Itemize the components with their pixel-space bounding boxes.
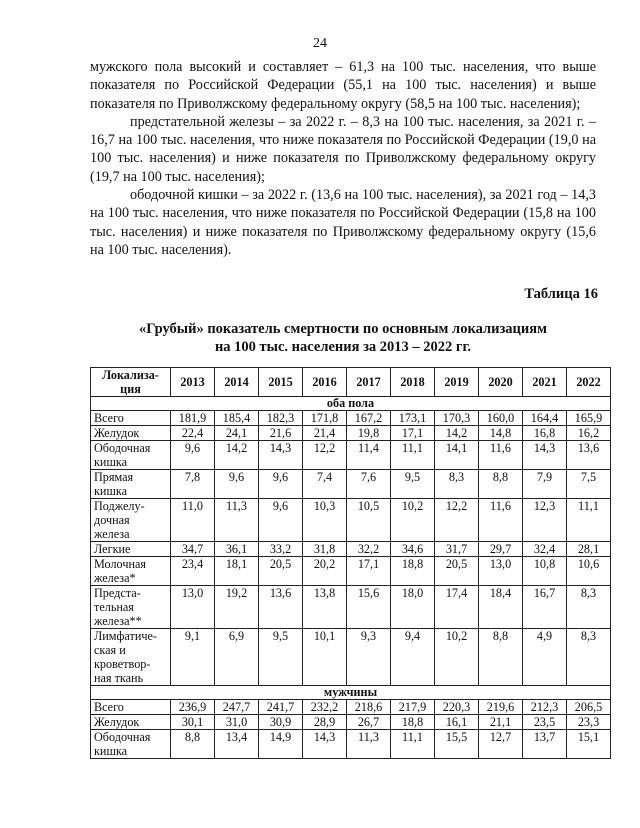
value-cell: 16,8	[523, 426, 567, 441]
localization-cell: Всего	[91, 700, 171, 715]
value-cell: 160,0	[479, 411, 523, 426]
value-cell: 21,1	[479, 715, 523, 730]
value-cell: 10,3	[303, 499, 347, 542]
header-year: 2018	[391, 368, 435, 397]
table-title	[90, 320, 596, 356]
value-cell: 21,4	[303, 426, 347, 441]
localization-cell: Молочная железа*	[91, 557, 171, 586]
value-cell: 170,3	[435, 411, 479, 426]
table-row	[91, 441, 611, 470]
localization-cell: Желудок	[91, 715, 171, 730]
value-cell: 32,2	[347, 542, 391, 557]
value-cell: 13,6	[259, 586, 303, 629]
value-cell: 9,6	[215, 470, 259, 499]
value-cell: 17,4	[435, 586, 479, 629]
value-cell: 13,6	[567, 441, 611, 470]
value-cell: 14,2	[215, 441, 259, 470]
value-cell: 8,3	[567, 629, 611, 686]
table-label: Таблица 16	[524, 286, 598, 302]
value-cell: 14,3	[303, 730, 347, 759]
value-cell: 247,7	[215, 700, 259, 715]
value-cell: 9,1	[171, 629, 215, 686]
value-cell: 8,3	[567, 586, 611, 629]
value-cell: 212,3	[523, 700, 567, 715]
value-cell: 165,9	[567, 411, 611, 426]
value-cell: 12,7	[479, 730, 523, 759]
value-cell: 22,4	[171, 426, 215, 441]
value-cell: 206,5	[567, 700, 611, 715]
table-row	[91, 470, 611, 499]
value-cell: 17,1	[391, 426, 435, 441]
value-cell: 6,9	[215, 629, 259, 686]
value-cell: 232,2	[303, 700, 347, 715]
value-cell: 18,8	[391, 715, 435, 730]
value-cell: 9,5	[259, 629, 303, 686]
value-cell: 20,5	[435, 557, 479, 586]
paragraph: мужского пола высокий и составляет – 61,3 на 100 тыс. населения, что выше показателя по Российской Федерации (55,1 на 100 тыс. населения) и выше показателя по Приволжскому федеральному округу (58,5 на 100 тыс. населения);	[90, 59, 596, 112]
section-row	[91, 686, 611, 700]
value-cell: 11,3	[347, 730, 391, 759]
value-cell: 18,8	[391, 557, 435, 586]
value-cell: 9,3	[347, 629, 391, 686]
value-cell: 19,2	[215, 586, 259, 629]
value-cell: 9,4	[391, 629, 435, 686]
value-cell: 19,8	[347, 426, 391, 441]
value-cell: 10,1	[303, 629, 347, 686]
value-cell: 29,7	[479, 542, 523, 557]
value-cell: 20,5	[259, 557, 303, 586]
value-cell: 9,6	[171, 441, 215, 470]
value-cell: 12,3	[523, 499, 567, 542]
value-cell: 14,9	[259, 730, 303, 759]
localization-cell: Лимфатиче-ская и кроветвор-ная ткань	[91, 629, 171, 686]
table-row	[91, 715, 611, 730]
value-cell: 236,9	[171, 700, 215, 715]
mortality-table	[90, 367, 611, 759]
value-cell: 14,1	[435, 441, 479, 470]
value-cell: 18,1	[215, 557, 259, 586]
value-cell: 14,3	[259, 441, 303, 470]
header-year: 2015	[259, 368, 303, 397]
value-cell: 34,6	[391, 542, 435, 557]
value-cell: 8,8	[479, 470, 523, 499]
value-cell: 173,1	[391, 411, 435, 426]
localization-cell: Ободочная кишка	[91, 730, 171, 759]
paragraph: ободочной кишки – за 2022 г. (13,6 на 100 тыс. населения), за 2021 год – 14,3 на 100 тыс. населения, что ниже показателя по Российской Федерации (15,8 на 100 тыс. населения) и ниже показателя по Приволжскому федеральному округу (15,6 на 100 тыс. населения).	[90, 187, 596, 258]
table-row	[91, 700, 611, 715]
value-cell: 12,2	[435, 499, 479, 542]
header-year: 2017	[347, 368, 391, 397]
value-cell: 218,6	[347, 700, 391, 715]
value-cell: 8,8	[479, 629, 523, 686]
localization-cell: Предста-тельная железа**	[91, 586, 171, 629]
section-row	[91, 397, 611, 411]
value-cell: 16,7	[523, 586, 567, 629]
value-cell: 14,3	[523, 441, 567, 470]
value-cell: 16,1	[435, 715, 479, 730]
value-cell: 167,2	[347, 411, 391, 426]
value-cell: 34,7	[171, 542, 215, 557]
localization-cell: Поджелу-дочная железа	[91, 499, 171, 542]
value-cell: 181,9	[171, 411, 215, 426]
value-cell: 28,9	[303, 715, 347, 730]
table-row	[91, 557, 611, 586]
value-cell: 10,6	[567, 557, 611, 586]
value-cell: 33,2	[259, 542, 303, 557]
header-year: 2022	[567, 368, 611, 397]
value-cell: 14,2	[435, 426, 479, 441]
header-year: 2019	[435, 368, 479, 397]
value-cell: 4,9	[523, 629, 567, 686]
value-cell: 20,2	[303, 557, 347, 586]
value-cell: 21,6	[259, 426, 303, 441]
value-cell: 23,3	[567, 715, 611, 730]
value-cell: 13,8	[303, 586, 347, 629]
value-cell: 30,9	[259, 715, 303, 730]
value-cell: 18,0	[391, 586, 435, 629]
value-cell: 171,8	[303, 411, 347, 426]
value-cell: 185,4	[215, 411, 259, 426]
value-cell: 13,4	[215, 730, 259, 759]
table-row	[91, 730, 611, 759]
value-cell: 11,1	[391, 441, 435, 470]
value-cell: 10,5	[347, 499, 391, 542]
localization-cell: Желудок	[91, 426, 171, 441]
value-cell: 13,0	[171, 586, 215, 629]
localization-cell: Ободочная кишка	[91, 441, 171, 470]
section-title: мужчины	[91, 686, 611, 700]
table-title-line: «Грубый» показатель смертности по основным локализациям	[139, 321, 547, 337]
value-cell: 7,5	[567, 470, 611, 499]
value-cell: 36,1	[215, 542, 259, 557]
value-cell: 219,6	[479, 700, 523, 715]
value-cell: 9,5	[391, 470, 435, 499]
localization-cell: Всего	[91, 411, 171, 426]
table-title-line: на 100 тыс. населения за 2013 – 2022 гг.	[214, 339, 472, 355]
table-header-row	[91, 368, 611, 397]
value-cell: 10,8	[523, 557, 567, 586]
value-cell: 28,1	[567, 542, 611, 557]
value-cell: 26,7	[347, 715, 391, 730]
header-year: 2013	[171, 368, 215, 397]
value-cell: 164,4	[523, 411, 567, 426]
value-cell: 15,5	[435, 730, 479, 759]
value-cell: 11,4	[347, 441, 391, 470]
table-row	[91, 542, 611, 557]
value-cell: 13,7	[523, 730, 567, 759]
header-localization: Локализа-ция	[91, 368, 171, 397]
value-cell: 217,9	[391, 700, 435, 715]
value-cell: 30,1	[171, 715, 215, 730]
value-cell: 8,8	[171, 730, 215, 759]
value-cell: 11,3	[215, 499, 259, 542]
value-cell: 13,0	[479, 557, 523, 586]
header-year: 2021	[523, 368, 567, 397]
value-cell: 11,6	[479, 499, 523, 542]
value-cell: 8,3	[435, 470, 479, 499]
value-cell: 11,0	[171, 499, 215, 542]
section-title: оба пола	[91, 397, 611, 411]
value-cell: 16,2	[567, 426, 611, 441]
value-cell: 9,6	[259, 470, 303, 499]
paragraph: предстательной железы – за 2022 г. – 8,3 на 100 тыс. населения, за 2021 г. – 16,7 на 100 тыс. населения, что ниже показателя по Российской Федерации (19,0 на 100 тыс. населения) и ниже показателя по Приволжскому федеральному округу (19,7 на 100 тыс. населения);	[90, 113, 596, 185]
value-cell: 10,2	[391, 499, 435, 542]
value-cell: 7,8	[171, 470, 215, 499]
value-cell: 12,2	[303, 441, 347, 470]
table-body	[91, 397, 611, 759]
value-cell: 11,1	[567, 499, 611, 542]
value-cell: 11,1	[391, 730, 435, 759]
table-row	[91, 629, 611, 686]
page-number: 24	[313, 36, 327, 51]
table-row	[91, 499, 611, 542]
value-cell: 23,5	[523, 715, 567, 730]
value-cell: 32,4	[523, 542, 567, 557]
table-row	[91, 411, 611, 426]
table-row	[91, 426, 611, 441]
value-cell: 17,1	[347, 557, 391, 586]
value-cell: 31,8	[303, 542, 347, 557]
value-cell: 31,7	[435, 542, 479, 557]
value-cell: 23,4	[171, 557, 215, 586]
value-cell: 15,6	[347, 586, 391, 629]
header-year: 2020	[479, 368, 523, 397]
value-cell: 7,4	[303, 470, 347, 499]
value-cell: 9,6	[259, 499, 303, 542]
value-cell: 11,6	[479, 441, 523, 470]
value-cell: 14,8	[479, 426, 523, 441]
value-cell: 7,6	[347, 470, 391, 499]
table-row	[91, 586, 611, 629]
body-text	[90, 58, 596, 259]
value-cell: 24,1	[215, 426, 259, 441]
value-cell: 241,7	[259, 700, 303, 715]
localization-cell: Легкие	[91, 542, 171, 557]
value-cell: 10,2	[435, 629, 479, 686]
value-cell: 31,0	[215, 715, 259, 730]
value-cell: 18,4	[479, 586, 523, 629]
header-year: 2016	[303, 368, 347, 397]
value-cell: 220,3	[435, 700, 479, 715]
header-year: 2014	[215, 368, 259, 397]
value-cell: 7,9	[523, 470, 567, 499]
value-cell: 182,3	[259, 411, 303, 426]
value-cell: 15,1	[567, 730, 611, 759]
localization-cell: Прямая кишка	[91, 470, 171, 499]
